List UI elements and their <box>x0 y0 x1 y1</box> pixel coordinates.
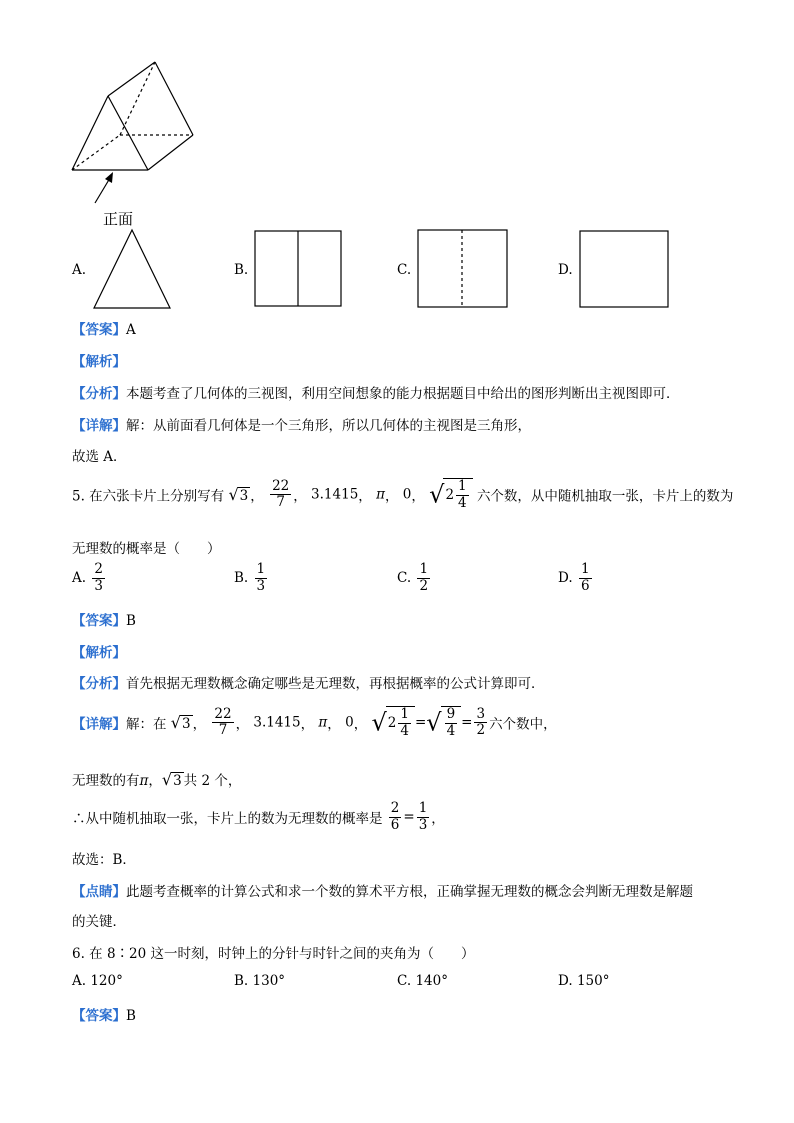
option-b-letter: B. <box>234 262 249 278</box>
option-c-letter: C. <box>397 262 412 278</box>
q5-conclusion: 故选：B． <box>72 852 136 868</box>
q6-option-d: D. 150° <box>558 973 610 989</box>
q5-comment-cont: 的关键． <box>72 914 126 930</box>
q5-option-c: C. $\frac{1}{2}$ <box>397 561 429 594</box>
q5-frac-22-7: $\frac{22}{7}$ <box>272 477 290 511</box>
option-d-letter: D. <box>558 262 573 278</box>
q5-answer: 【答案】B <box>72 613 136 629</box>
q5-mixed-sqrt: √2 $\frac{1}{4}$ <box>429 486 472 502</box>
q5-detail: 【详解】解：在 √3 ， $\frac{22}{7}$ ， 3.1415， π， 0， √2 $\frac{1}{4}$ =√ $\frac{9}{4}$ = $\frac{3}{2}$ 六个数中， <box>72 705 557 739</box>
q5-probability: ∴从中随机抽取一张，卡片上的数为无理数的概率是 $\frac{2}{6}$ = $\frac{1}{3}$ ， <box>72 800 445 833</box>
q5-comment: 【点睛】此题考查概率的计算公式和求一个数的算术平方根，正确掌握无理数的概念会判断无理数是解题 <box>72 884 693 900</box>
q6-option-b: B. 130° <box>234 973 286 989</box>
q5-option-a: A. $\frac{2}{3}$ <box>72 561 103 594</box>
q5-stem-line2: 无理数的概率是（ ） <box>72 541 221 557</box>
q5-option-b: B. $\frac{1}{3}$ <box>234 561 266 594</box>
option-a-letter: A. <box>72 262 87 278</box>
q4-answer: 【答案】A <box>72 322 136 338</box>
q6-option-c: C. 140° <box>397 973 448 989</box>
q6-option-a: A. 120° <box>72 973 123 989</box>
q5-explain-tag: 【解析】 <box>72 645 126 661</box>
q5-option-d: D. $\frac{1}{6}$ <box>558 561 590 594</box>
q4-conclusion: 故选 A． <box>72 449 127 465</box>
q6-answer: 【答案】B <box>72 1008 136 1024</box>
q4-detail: 【详解】解：从前面看几何体是一个三角形，所以几何体的主视图是三角形， <box>72 418 531 434</box>
q6-stem: 6. 在 8∶20 这一时刻，时钟上的分针与时针之间的夹角为（ ） <box>72 946 475 962</box>
q4-analysis: 【分析】本题考查了几何体的三视图，利用空间想象的能力根据题目中给出的图形判断出主视图即可． <box>72 386 680 402</box>
q4-explain-tag: 【解析】 <box>72 354 126 370</box>
front-label: 正面 <box>103 210 134 228</box>
q5-stem-line1: 5. 在六张卡片上分别写有 √3 ， $\frac{22}{7}$ ， 3.1415， π， 0， √2 $\frac{1}{4}$ 六个数，从中随机抽取一张，卡片上的数为 <box>72 477 734 511</box>
q5-analysis: 【分析】首先根据无理数概念确定哪些是无理数，再根据概率的公式计算即可． <box>72 676 545 692</box>
q5-irrational-list: 无理数的有π，√3 共 2 个， <box>72 770 242 789</box>
